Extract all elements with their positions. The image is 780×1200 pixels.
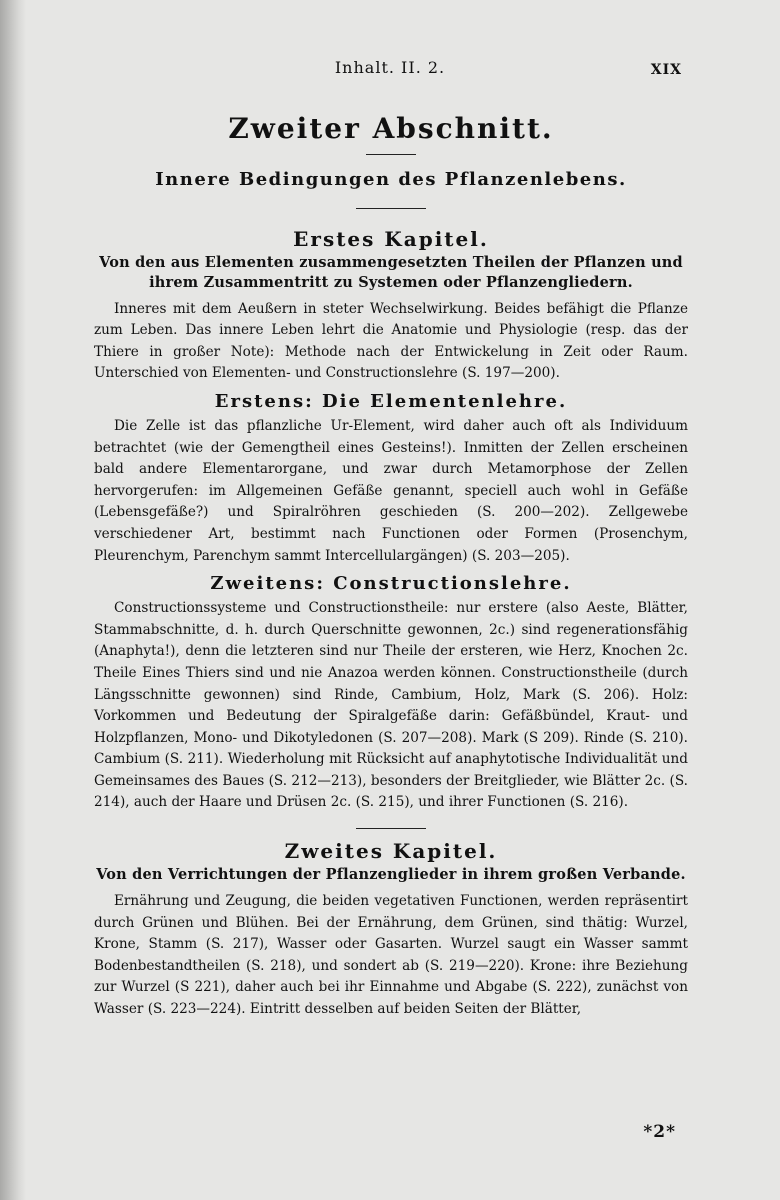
running-head [0, 58, 780, 82]
running-title: Inhalt. II. 2. [334, 58, 446, 77]
divider [356, 208, 426, 209]
section-subtitle: Innere Bedingungen des Pflanzenlebens. [155, 168, 627, 190]
section-title: Zweiter Abschnitt. [228, 112, 554, 145]
chapter1-subtitle: Von den aus Elementen zusammengesetzten Theilen der Pflanzen und ihrem Zusammentritt zu Systemen oder Pflanzengliedern. [99, 253, 683, 291]
page-number: XIX [650, 62, 682, 78]
constructionslehre-text: Constructionssysteme und Constructionstheile: nur erstere (also Aeste, Blätter, Stammabschnitte, d. h. durch Querschnitte gewonnen, 2c.) sind regenerationsfähig (Anaphyta!), denn die letzteren sind nur Theile der ersteren, wie Herz, Knochen 2c. Theile Eines Thiers sind und nie Anazoa werden können. Constructionstheile (durch Längsschnitte gewonnen) sind Rinde, Cambium, Holz, Mark (S. 206). Holz: Vorkommen und Bedeutung der Spiralgefäße darin: Gefäßbündel, Kraut- und Holzpflanzen, Mono- und Dikotyledonen (S. 207—208). Mark (S 209). Rinde (S. 210). Cambium (S. 211). Wiederholung mit Rücksicht auf anaphytotische Individualität und Gemeinsames des Baues (S. 212—213), besonders der Breitglieder, wie Blätter 2c. (S. 214), auch der Haare und Drüsen 2c. (S. 215), und ihrer Functionen (S. 216). [94, 600, 688, 811]
chapter2-text: Ernährung und Zeugung, die beiden vegetativen Functionen, werden repräsentirt durch Grünen und Blühen. Bei der Ernährung, dem Grünen, sind thätig: Wurzel, Krone, Stamm (S. 217), Wasser oder Gasarten. Wurzel saugt ein Wasser sammt Bodenbestandtheilen (S. 218), und sondert ab (S. 219—220). Krone: ihre Beziehung zur Wurzel (S 221), daher auch bei ihr Einnahme und Abgabe (S. 222), zunächst von Wasser (S. 223—224). Eintritt desselben auf beiden Seiten der Blätter, [94, 893, 688, 1018]
constructionslehre-title: Zweitens: Constructionslehre. [210, 573, 572, 595]
divider [366, 154, 416, 155]
chapter1-intro: Inneres mit dem Aeußern in steter Wechselwirkung. Beides befähigt die Pflanze zum Leben. Das innere Leben lehrt die Anatomie und Physiologie (resp. das der Thiere in großer Note): Methode nach der Entwickelung in Zeit oder Raum. Unterschied von Elementen- und Constructionslehre (S. 197—200). [94, 300, 688, 382]
chapter2-subtitle: Von den Verrichtungen der Pflanzenglieder in ihrem großen Verbande. [96, 866, 686, 884]
elementenlehre-title: Erstens: Die Elementenlehre. [214, 390, 568, 412]
elementenlehre-text: Die Zelle ist das pflanzliche Ur-Element, wird daher auch oft als Individuum betrachtet (wie der Gemengtheil eines Gesteins!). Inmitten der Zellen erscheinen bald andere Elementarorgane, und zwar durch Metamorphose der Zellen hervorgerufen: im Allgemeinen Gefäße genannt, speciell auch wohl in Gefäße (Lebensgefäße?) und Spiralröhren geschieden (S. 200—202). Zellgewebe verschiedener Art, bestimmt nach Functionen oder Formen (Prosenchym, Pleurenchym, Parenchym sammt Intercellulargängen) (S. 203—205). [94, 417, 688, 564]
chapter1-title: Erstes Kapitel. [293, 226, 489, 251]
divider [356, 828, 426, 829]
chapter2-title: Zweites Kapitel. [284, 839, 498, 864]
page-content [94, 112, 688, 1021]
signature-mark: *2* [643, 1122, 676, 1142]
